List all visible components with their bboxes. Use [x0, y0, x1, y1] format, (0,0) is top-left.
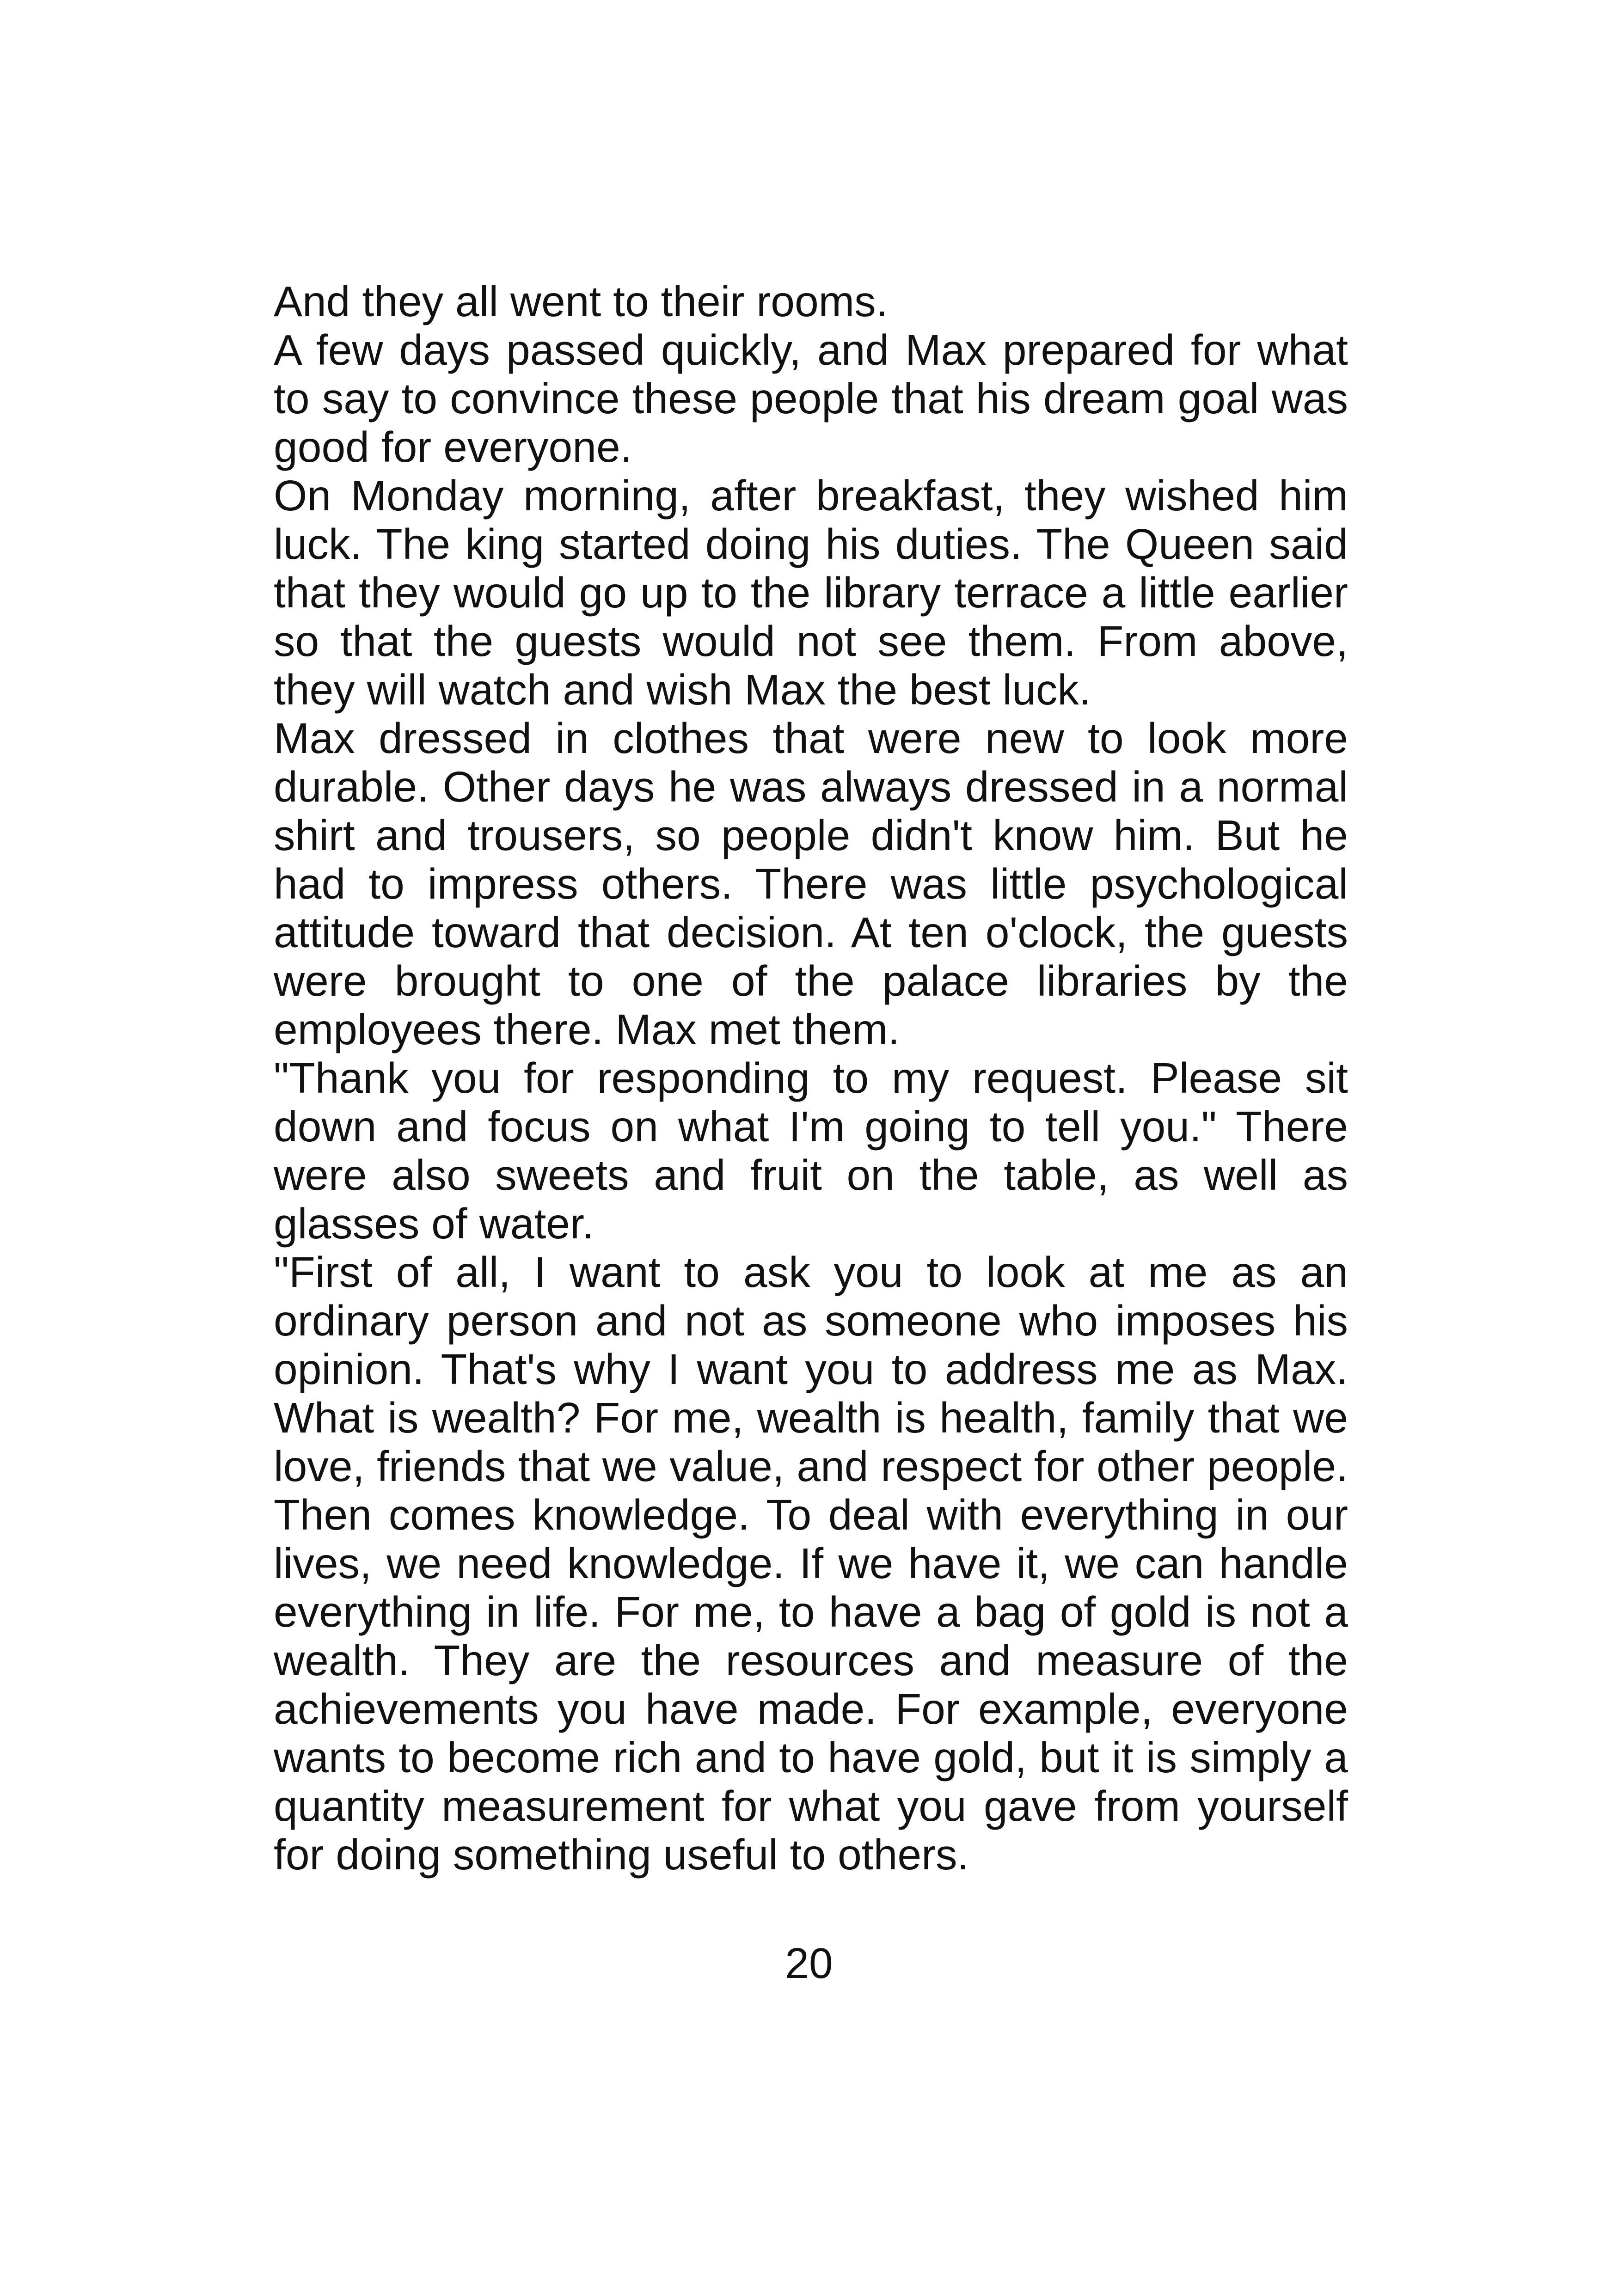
paragraph: "First of all, I want to ask you to look at me as an ordinary person and not as someone who imposes his opinion. That's why I want you to address me as Max. What is wealth? For me, wealth is health, family that we love, friends that we value, and respect for other people. Then comes knowledge. To deal with everything in our lives, we need knowledge. If we have it, we can handle everything in life. For me, to have a bag of gold is not a wealth. They are the resources and measure of the achievements you have made. For example, everyone wants to become rich and to have gold, but it is simply a quantity measurement for what you gave from yourself for doing something useful to others. — [274, 1248, 1348, 1879]
paragraph: A few days passed quickly, and Max prepared for what to say to convince these people that his dream goal was good for everyone. — [274, 326, 1348, 471]
page-number: 20 — [785, 1939, 833, 1987]
paragraph: On Monday morning, after breakfast, they wished him luck. The king started doing his duties. The Queen said that they would go up to the library terrace a little earlier so that the guests would not see them. From above, they will watch and wish Max the best luck. — [274, 471, 1348, 714]
paragraph: Max dressed in clothes that were new to look more durable. Other days he was always dressed in a normal shirt and trousers, so people didn't know him. But he had to impress others. There was little psychological attitude toward that decision. At ten o'clock, the guests were brought to one of the palace libraries by the employees there. Max met them. — [274, 714, 1348, 1053]
paragraph: "Thank you for responding to my request. Please sit down and focus on what I'm going to tell you." There were also sweets and fruit on the table, as well as glasses of water. — [274, 1054, 1348, 1248]
body-text — [274, 277, 1348, 1879]
paragraph: And they all went to their rooms. — [274, 277, 888, 325]
